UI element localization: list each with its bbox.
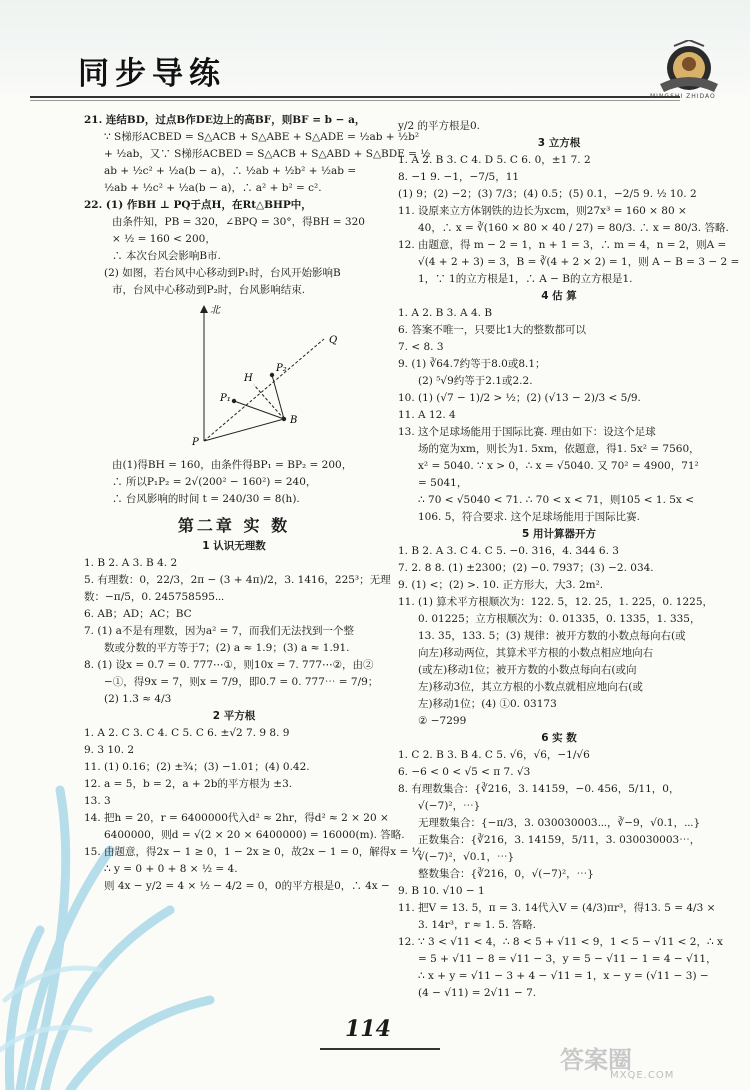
right-line-12: 6. 答案不唯一，只要比1大的整数都可以	[398, 324, 587, 336]
right-line-10: 4 估 算	[541, 290, 577, 302]
page-number-underline	[320, 1048, 440, 1050]
right-line-2: 1. A 2. B 3. C 4. D 5. C 6. 0，±1 7. 2	[398, 154, 591, 166]
watermark-url: MXQE.COM	[610, 1070, 675, 1081]
left-line-13: ∴ 所以P₁P₂ = 2√(200² − 160²) = 240，	[112, 476, 317, 488]
right-line-11: 1. A 2. B 3. A 4. B	[398, 307, 493, 319]
logo-text: MINGSHI ZHIDAO	[650, 93, 716, 100]
right-line-8: √(4 + 2 + 3) = 3，B = ∛(4 + 2 × 2) = 1，则 A − B = 3 − 2 =	[418, 256, 740, 268]
right-line-36: 6 实 数	[541, 732, 577, 744]
left-line-10: 市，台风中心移动到P₂时，台风影响结束.	[112, 284, 306, 296]
left-line-17: 1. B 2. A 3. B 4. 2	[84, 557, 178, 569]
right-line-17: 11. A 12. 4	[398, 409, 456, 421]
left-line-31: 13. 3	[84, 795, 111, 807]
right-line-25: 1. B 2. A 3. C 4. C 5. −0. 316，4. 344 6. 3	[398, 545, 619, 557]
left-line-29: 11. (1) 0.16；(2) ±¾；(3) −1.01；(4) 0.42.	[84, 761, 310, 773]
label-b: B	[290, 415, 298, 426]
label-q: Q	[329, 335, 338, 346]
right-line-49: = 5 + √11 − 8 = √11 − 3，y = 5 − √11 − 1 = 4 − √11，	[418, 953, 717, 965]
right-line-21: = 5041，	[418, 477, 468, 489]
right-line-3: 8. −1 9. −1，−7/5，11	[398, 171, 520, 183]
left-line-9: (2) 如图，若台风中心移动到P₁时，台风开始影响B	[104, 267, 341, 279]
label-p: P	[192, 437, 199, 448]
right-line-43: √(−7)²，√0.1，⋯}	[418, 851, 515, 863]
right-line-34: 左)移动1位；(4) ①0. 03173	[418, 698, 557, 710]
right-line-18: 13. 这个足球场能用于国际比赛. 理由如下：设这个足球	[398, 426, 656, 438]
left-line-33: 6400000，则d = √(2 × 20 × 6400000) = 16000(m). 答略.	[104, 829, 405, 841]
north-arrow	[200, 305, 208, 313]
right-line-33: 左)移动3位，其立方根的小数点就相应地向右(或	[418, 681, 643, 693]
left-line-16: 1 认识无理数	[202, 540, 266, 552]
left-line-6: 由条件知，PB = 320，∠BPQ = 30°，得BH = 320	[112, 216, 365, 228]
left-line-25: (2) 1.3̇ ≈ 4/3	[104, 693, 172, 705]
right-line-16: 10. (1) (√7 − 1)/2 > ½；(2) (√13 − 2)/3 < 5/9.	[398, 392, 641, 404]
left-line-12: 由(1)得BH = 160，由条件得BP₁ = BP₂ = 200，	[112, 459, 353, 471]
left-line-35: ∴ y = 0 + 0 + 8 × ½ = 4.	[104, 863, 238, 875]
segment-pb	[204, 419, 284, 441]
left-line-2: + ½ab，又∵ S梯形ACBED = S△ACB + S△ABD + S△BDE = ½	[104, 148, 431, 160]
left-line-20: 6. AB；AD；AC；BC	[84, 608, 192, 620]
point-p1	[232, 399, 236, 403]
left-line-23: 8. (1) 设x = 0.7̇ = 0. 777⋯①，则10x = 7. 777⋯②，由②	[84, 659, 374, 671]
left-line-0: 21. 连结BD，过点B作DE边上的高BF，则BF = b − a，	[84, 114, 366, 126]
label-h: H	[244, 373, 253, 384]
left-line-22: 数或分数的平方等于7；(2) a ≈ 1.9；(3) a ≈ 1.91.	[104, 642, 350, 654]
right-line-6: 40，∴ x = ∛(160 × 80 × 40 / 27) = 80/3. ∴ x = 80/3. 答略.	[418, 222, 729, 234]
left-line-5: 22. (1) 作BH ⊥ PQ于点H，在Rt△BHP中，	[84, 199, 312, 211]
right-line-48: 12. ∵ 3 < √11 < 4，∴ 8 < 5 + √11 < 9，1 < 5 − √11 < 2，∴ x	[398, 936, 723, 948]
left-line-24: −①，得9x = 7，则x = 7/9，即0.7̇ = 0. 777⋯ = 7/9；	[104, 676, 379, 688]
left-line-14: ∴ 台风影响的时间 t = 240/30 = 8(h).	[112, 493, 300, 505]
right-line-31: 向左)移动两位，其算术平方根的小数点相应地向右	[418, 647, 654, 659]
segment-bp2	[272, 375, 284, 419]
right-line-35: ② −7299	[418, 715, 467, 727]
left-line-28: 9. 3 10. 2	[84, 744, 135, 756]
right-line-19: 场的宽为xm，则长为1. 5xm，依题意，得1. 5x² = 7560，	[418, 443, 700, 455]
label-p1: P₁	[220, 393, 231, 404]
path-pq	[204, 339, 324, 441]
right-line-0: y/2 的平方根是0.	[398, 120, 481, 132]
right-line-5: 11. 设原来立方体钢铁的边长为xcm，则27x³ = 160 × 80 ×	[398, 205, 687, 217]
right-line-30: 13. 35，133. 5；(3) 规律：被开方数的小数点每向右(或	[418, 630, 686, 642]
right-line-37: 1. C 2. B 3. B 4. C 5. √6，√6，−1/√6	[398, 749, 590, 761]
left-line-18: 5. 有理数：0，22/3，2π − (3 + 4π)/2，3. 1416，225³；无理	[84, 574, 391, 586]
right-line-47: 3. 14r³，r ≈ 1. 5. 答略.	[418, 919, 536, 931]
left-line-27: 1. A 2. C 3. C 4. C 5. C 6. ±√2 7. 9 8. 9	[84, 727, 290, 739]
right-line-39: 8. 有理数集合：{∛216，3. 14159，−0. 456，5/11，0，	[398, 783, 680, 795]
left-line-15: 第二章 实 数	[177, 516, 291, 535]
left-line-30: 12. a = 5，b = 2，a + 2b的平方根为 ±3.	[84, 778, 293, 790]
right-line-28: 11. (1) 算术平方根顺次为：122. 5，12. 25，1. 225，0. 1225，	[398, 596, 714, 608]
right-line-27: 9. (1) <；(2) >. 10. 正方形大，大3. 2m².	[398, 579, 604, 591]
left-line-32: 14. 把h = 20，r = 6400000代入d² ≈ 2hr，得d² ≈ 2 × 20 ×	[84, 812, 389, 824]
right-line-7: 12. 由题意，得 m − 2 = 1，n + 1 = 3，∴ m = 4，n = 2，则A =	[398, 239, 727, 251]
watermark-text: 答案圈	[560, 1046, 632, 1074]
right-column	[398, 118, 740, 1002]
left-line-34: 15. 由题意，得2x − 1 ≥ 0，1 − 2x ≥ 0，故2x − 1 = 0，解得x = ½	[84, 846, 422, 858]
right-line-38: 6. −6 < 0 < √5 < π 7. √3	[398, 766, 531, 778]
left-line-7: × ½ = 160 < 200，	[112, 233, 216, 245]
right-line-14: 9. (1) ∛64.7约等于8.0或8.1；	[398, 358, 546, 370]
right-line-9: 1，∵ 1的立方根是1，∴ A − B的立方根是1.	[418, 273, 633, 285]
right-line-41: 无理数集合：{−π/3，3. 030030003⋯，∛−9，√0.1，⋯}	[418, 817, 701, 829]
left-line-19: 数：−π/5，0. 245758595⋯	[84, 591, 225, 603]
right-line-50: ∴ x + y = √11 − 3 + 4 − √11 = 1，x − y = (√11 − 3) −	[418, 970, 709, 982]
left-line-1: ∵ S梯形ACBED = S△ACB + S△ABE + S△ADE = ½ab + ½b²	[104, 131, 420, 143]
right-line-51: (4 − √11) = 2√11 − 7.	[418, 987, 537, 999]
right-line-4: (1) 9；(2) −2；(3) 7/3；(4) 0.5；(5) 0.1，−2/5 9. ½ 10. 2	[398, 188, 697, 200]
left-line-26: 2 平方根	[212, 710, 256, 722]
label-north: 北	[210, 305, 220, 316]
right-line-44: 整数集合：{∛216，0，√(−7)²，⋯}	[418, 868, 594, 880]
label-p2: P₂	[276, 363, 287, 374]
header-rule-thin	[30, 100, 680, 101]
right-line-20: x² = 5040. ∵ x > 0，∴ x = √5040. 又 70² = 4900，71²	[418, 460, 699, 472]
point-p2	[270, 373, 274, 377]
right-line-32: (或左)移动1位；被开方数的小数点每向右(或向	[418, 664, 637, 676]
right-line-40: √(−7)²，⋯}	[418, 800, 481, 812]
right-line-15: (2) ⁵√9约等于2.1或2.2.	[418, 375, 533, 387]
typhoon-diagram	[174, 301, 374, 451]
page-number: 114	[345, 1016, 391, 1042]
right-line-13: 7. < 8. 3	[398, 341, 444, 353]
right-line-42: 正数集合：{∛216，3. 14159，5/11，3. 030030003⋯，	[418, 834, 701, 846]
left-line-36: 则 4x − y/2 = 4 × ½ − 4/2 = 0，0的平方根是0，∴ 4x −	[104, 880, 390, 892]
right-line-26: 7. 2. 8 8. (1) ±2300；(2) −0. 7937；(3) −2. 034.	[398, 562, 654, 574]
right-line-23: 106. 5，符合要求. 这个足球场能用于国际比赛.	[418, 511, 640, 523]
right-line-45: 9. B 10. √10 − 1	[398, 885, 485, 897]
header-rule	[30, 96, 680, 98]
left-line-21: 7. (1) a不是有理数，因为a² = 7，而我们无法找到一个整	[84, 625, 354, 637]
left-line-3: ab + ½c² + ½a(b − a)，∴ ½ab + ½b² + ½ab =	[104, 165, 357, 177]
left-line-8: ∴ 本次台风会影响B市.	[112, 250, 221, 262]
right-line-46: 11. 把V = 13. 5，π = 3. 14代入V = (4/3)πr³，得13. 5 = 4/3 ×	[398, 902, 716, 914]
right-line-22: ∴ 70 < √5040 < 71. ∴ 70 < x < 71，则105 < 1. 5x <	[418, 494, 694, 506]
right-line-1: 3 立方根	[537, 137, 581, 149]
right-line-24: 5 用计算器开方	[522, 528, 596, 540]
page-title: 同步导练	[78, 56, 226, 92]
left-line-4: ½ab + ½c² + ½a(b − a)，∴ a² + b² = c².	[104, 182, 322, 194]
right-line-29: 0. 01225；立方根顺次为：0. 01335，0. 1335，1. 335，	[418, 613, 701, 625]
point-b	[282, 417, 286, 421]
